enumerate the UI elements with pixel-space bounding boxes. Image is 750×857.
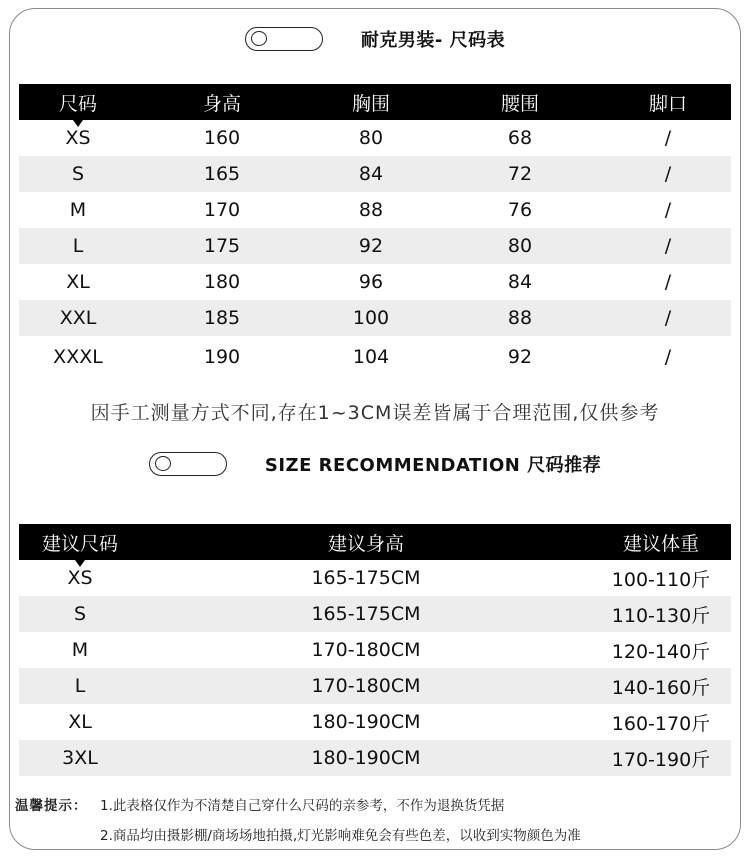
header-size: 尺码 (19, 84, 137, 120)
cell-chest: 92 (307, 228, 435, 264)
header-recommended-height: 建议身高 (141, 524, 591, 560)
table-row (19, 668, 731, 704)
table-row (19, 704, 731, 740)
cell-waist: 84 (507, 271, 533, 293)
recommendation-heading (0, 449, 750, 479)
table-row (19, 264, 731, 300)
cell-weight: 110-130斤 (591, 596, 731, 632)
size-chart-table (19, 84, 731, 378)
tip-text: 2.商品均由摄影棚/商场场地拍摄,灯光影响难免会有些色差，以收到实物颜色为准 (100, 828, 581, 844)
cell-text: XS (67, 567, 93, 589)
size-chart-header-row (19, 84, 731, 120)
page-title: 耐克男装- 尺码表 (360, 30, 506, 51)
cell-size: L (19, 228, 137, 264)
cell-chest: 84 (307, 156, 435, 192)
table-row (19, 596, 731, 632)
cell-chest: 88 (358, 199, 384, 221)
table-row (19, 300, 731, 336)
cell-size: XXXL (53, 346, 103, 368)
cell-weight: 100-110斤 (611, 568, 711, 591)
cell-size (19, 120, 137, 156)
table-row (19, 192, 731, 228)
cell-size: XL (66, 271, 90, 293)
table-row (19, 740, 731, 776)
cell-hem: / (664, 271, 672, 293)
cell-hem: / (664, 199, 672, 221)
header-hem: 脚口 (605, 84, 731, 120)
header-recommended-size: 建议尺码 (19, 524, 141, 560)
table-row (19, 228, 731, 264)
cell-height: 160 (203, 127, 241, 149)
cell-weight: 170-190斤 (591, 740, 731, 776)
cell-weight: 140-160斤 (591, 668, 731, 704)
measurement-note: 因手工测量方式不同,存在1~3CM误差皆属于合理范围,仅供参考 (90, 402, 660, 424)
cell-height: 190 (203, 346, 241, 368)
cell-chest: 96 (358, 271, 384, 293)
cell-height: 165 (137, 156, 307, 192)
tips-label: 温馨提示： (15, 798, 88, 814)
cell-size: 3XL (19, 740, 141, 776)
cell-height: 175 (137, 228, 307, 264)
size-recommendation-table (19, 524, 731, 776)
cell-size: XL (68, 711, 92, 733)
cell-hem: / (664, 346, 672, 368)
table-row (19, 560, 731, 596)
cell-waist: 92 (507, 346, 533, 368)
header-height: 身高 (137, 84, 307, 120)
cell-height: 180-190CM (311, 711, 421, 733)
table-row (19, 632, 731, 668)
cell-text: XS (65, 127, 91, 149)
cell-waist: 76 (507, 199, 533, 221)
tip-text: 1.此表格仅作为不清楚自己穿什么尺码的亲参考，不作为退换货凭据 (100, 798, 505, 814)
cell-hem: / (664, 127, 672, 149)
cell-height: 165-175CM (311, 567, 421, 589)
tips-section (15, 789, 740, 849)
cell-chest: 100 (307, 300, 435, 336)
cell-waist: 80 (435, 228, 605, 264)
recommendation-title: SIZE RECOMMENDATION 尺码推荐 (264, 455, 602, 476)
tip-line (15, 789, 740, 819)
recommendation-header-row (19, 524, 731, 560)
cell-waist: 72 (435, 156, 605, 192)
table-row (19, 120, 731, 156)
size-chart-heading (0, 24, 750, 54)
cell-hem: / (605, 156, 731, 192)
cell-waist: 68 (507, 127, 533, 149)
cell-chest: 80 (358, 127, 384, 149)
cell-size: M (71, 639, 89, 661)
cell-height: 180 (203, 271, 241, 293)
marker-icon (75, 560, 85, 567)
cell-size: S (19, 156, 137, 192)
cell-weight: 160-170斤 (611, 712, 711, 735)
header-chest: 胸围 (307, 84, 435, 120)
cell-size: S (19, 596, 141, 632)
marker-icon (73, 120, 83, 127)
toggle-pill-icon (149, 452, 227, 476)
cell-waist: 88 (435, 300, 605, 336)
cell-size: M (69, 199, 87, 221)
toggle-pill-icon (245, 27, 323, 51)
tip-line (15, 819, 740, 849)
cell-height: 170 (203, 199, 241, 221)
cell-height: 170-180CM (141, 668, 591, 704)
cell-size (19, 560, 141, 596)
cell-height: 170-180CM (311, 639, 421, 661)
cell-hem: / (605, 300, 731, 336)
cell-hem: / (605, 228, 731, 264)
cell-height: 180-190CM (141, 740, 591, 776)
table-row (19, 336, 731, 378)
cell-size: L (19, 668, 141, 704)
cell-chest: 104 (352, 346, 390, 368)
table-row (19, 156, 731, 192)
header-recommended-weight: 建议体重 (591, 524, 731, 560)
cell-weight: 120-140斤 (611, 640, 711, 663)
cell-height: 185 (137, 300, 307, 336)
cell-height: 165-175CM (141, 596, 591, 632)
header-waist: 腰围 (435, 84, 605, 120)
cell-size: XXL (19, 300, 137, 336)
